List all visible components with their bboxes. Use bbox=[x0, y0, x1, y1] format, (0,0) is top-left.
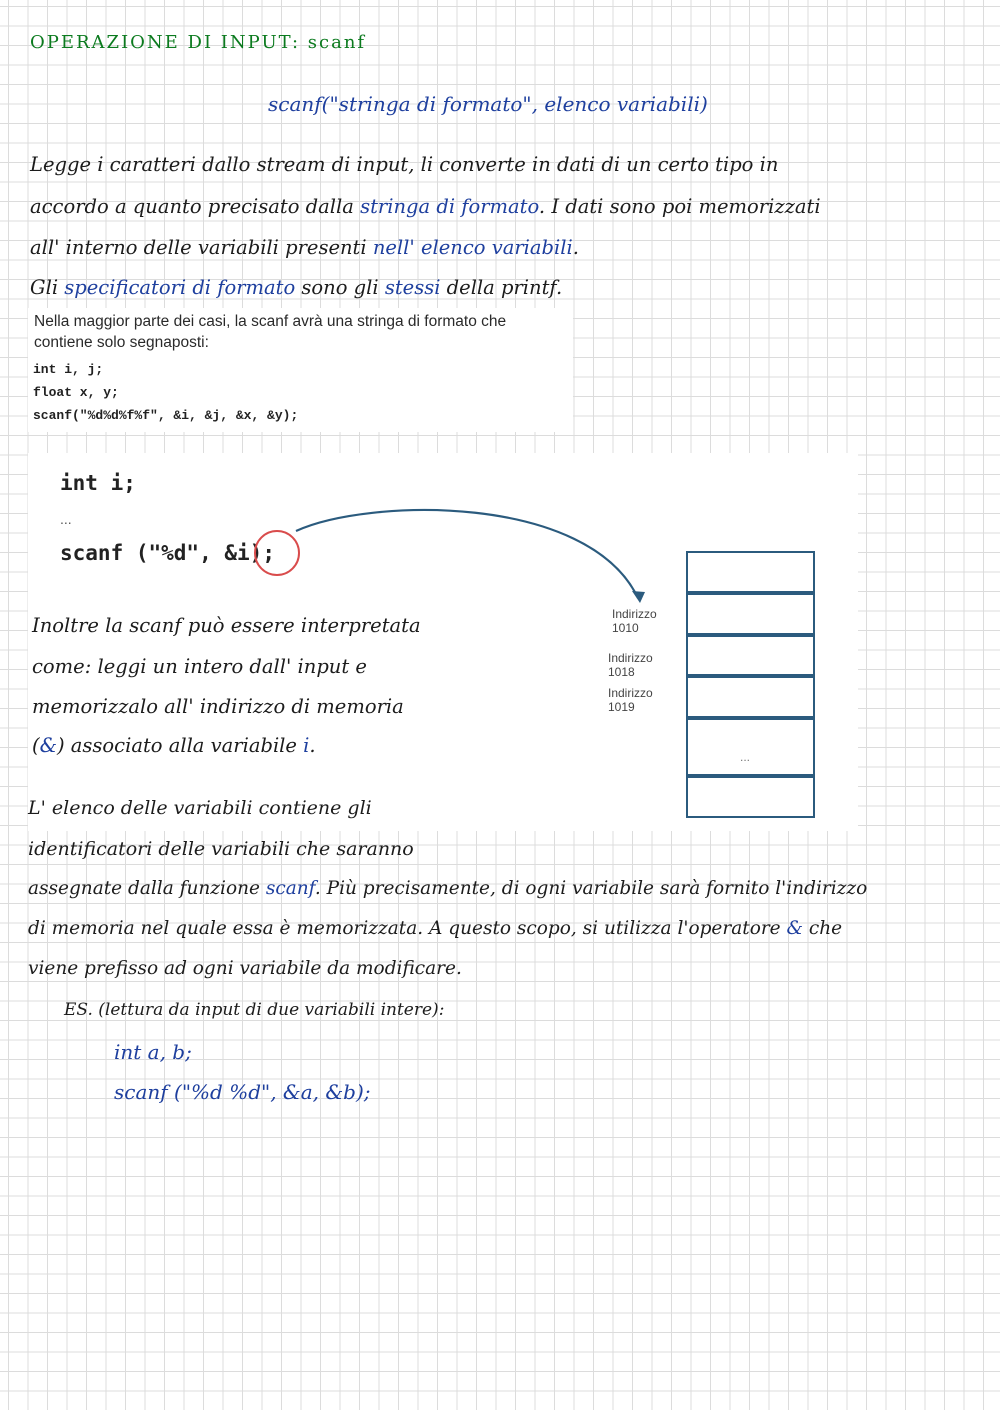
list-ampersand: & bbox=[786, 918, 803, 939]
intro-line-3 bbox=[30, 236, 579, 259]
intro-line-1: Legge i caratteri dallo stream di input, li converte in dati di un certo tipo in bbox=[30, 153, 779, 176]
intro-line-4-text-e: della printf. bbox=[440, 276, 563, 299]
intro-variable-list: nell' elenco variabili bbox=[372, 236, 573, 259]
list-line-4-a: di memoria nel quale essa è memorizzata. A questo scopo, si utilizza l'operatore bbox=[28, 918, 787, 939]
address-label-2-word: Indirizzo bbox=[608, 651, 653, 665]
memory-cell-5 bbox=[686, 718, 815, 776]
intro-format-specifiers: specificatori di formato bbox=[64, 276, 296, 299]
memory-cell-4 bbox=[686, 676, 815, 718]
intro-same: stessi bbox=[384, 276, 441, 299]
address-label-2 bbox=[608, 651, 653, 679]
list-line-3 bbox=[28, 878, 867, 899]
intro-line-2 bbox=[30, 195, 821, 218]
address-label-1-word: Indirizzo bbox=[612, 607, 657, 621]
note-line-4-e: . bbox=[309, 734, 316, 757]
box2-code-scanf-address-of-i: &i bbox=[224, 541, 250, 565]
pasted-box-memory-diagram bbox=[28, 453, 858, 831]
intro-line-2-text-a: accordo a quanto precisato dalla bbox=[30, 195, 361, 218]
example-code-2: scanf ("%d %d", &a, &b); bbox=[114, 1080, 371, 1104]
box2-ellipsis: ... bbox=[60, 511, 72, 527]
list-line-5: viene prefisso ad ogni variabile da modificare. bbox=[28, 958, 462, 979]
syntax-line: scanf("stringa di formato", elenco variabili) bbox=[268, 92, 708, 116]
list-line-3-c: . Più precisamente, di ogni variabile sarà fornito l'indirizzo bbox=[314, 878, 868, 899]
address-label-1-value: 1010 bbox=[612, 621, 639, 635]
note-line-1: Inoltre la scanf può essere interpretata bbox=[32, 614, 421, 637]
intro-line-3-text-c: . bbox=[572, 236, 579, 259]
memory-cell-1 bbox=[686, 551, 815, 593]
box2-code-scanf-a: scanf ("%d", bbox=[60, 541, 225, 565]
list-line-2: identificatori delle variabili che saranno bbox=[28, 838, 414, 860]
address-label-3-value: 1019 bbox=[608, 700, 635, 714]
box1-code-line-2: float x, y; bbox=[33, 385, 119, 400]
memory-cell-2 bbox=[686, 593, 815, 635]
box1-code-line-1: int i, j; bbox=[33, 362, 104, 377]
note-line-4-c: ) associato alla variabile bbox=[56, 734, 304, 757]
memory-cell-ellipsis: ... bbox=[740, 750, 751, 764]
box1-text-line-2: contiene solo segnaposti: bbox=[34, 334, 209, 351]
note-ampersand: & bbox=[39, 734, 57, 757]
example-code-1: int a, b; bbox=[114, 1040, 192, 1064]
list-line-4 bbox=[28, 918, 842, 939]
highlight-circle bbox=[255, 531, 299, 575]
example-label: ES. (lettura da input di due variabili intere): bbox=[64, 1000, 445, 1020]
address-label-2-value: 1018 bbox=[608, 665, 635, 679]
intro-line-2-text-c: . I dati sono poi memorizzati bbox=[538, 195, 821, 218]
address-label-1 bbox=[612, 607, 657, 635]
list-line-4-c: che bbox=[802, 918, 843, 939]
list-line-3-a: assegnate dalla funzione bbox=[28, 878, 266, 899]
pointer-arrow bbox=[296, 510, 638, 598]
list-line-1: L' elenco delle variabili contiene gli bbox=[28, 797, 372, 819]
page-heading: OPERAZIONE DI INPUT: scanf bbox=[30, 32, 367, 53]
address-label-3-word: Indirizzo bbox=[608, 686, 653, 700]
note-line-2: come: leggi un intero dall' input e bbox=[32, 655, 367, 678]
intro-line-3-text-a: all' interno delle variabili presenti bbox=[30, 236, 373, 259]
note-line-3: memorizzalo all' indirizzo di memoria bbox=[32, 695, 404, 718]
box1-code-line-3: scanf("%d%d%f%f", &i, &j, &x, &y); bbox=[33, 408, 299, 423]
intro-line-4-text-c: sono gli bbox=[295, 276, 385, 299]
address-label-3 bbox=[608, 686, 653, 714]
memory-cell-3 bbox=[686, 635, 815, 676]
pasted-box-scanf-example bbox=[28, 308, 573, 432]
pointer-arrow-head bbox=[632, 591, 645, 603]
box2-code-scanf-c: ); bbox=[249, 541, 275, 565]
box1-text-line-1: Nella maggior parte dei casi, la scanf avrà una stringa di formato che bbox=[34, 313, 507, 330]
note-line-4 bbox=[32, 734, 316, 757]
intro-format-string: stringa di formato bbox=[360, 195, 539, 218]
note-variable-i: i bbox=[303, 734, 310, 757]
intro-line-4 bbox=[30, 276, 562, 299]
box2-code-int-i: int i; bbox=[60, 471, 136, 495]
note-line-4-a: ( bbox=[32, 734, 40, 757]
memory-cell-6 bbox=[686, 776, 815, 818]
list-scanf: scanf bbox=[265, 878, 315, 899]
intro-line-4-text-a: Gli bbox=[30, 276, 65, 299]
